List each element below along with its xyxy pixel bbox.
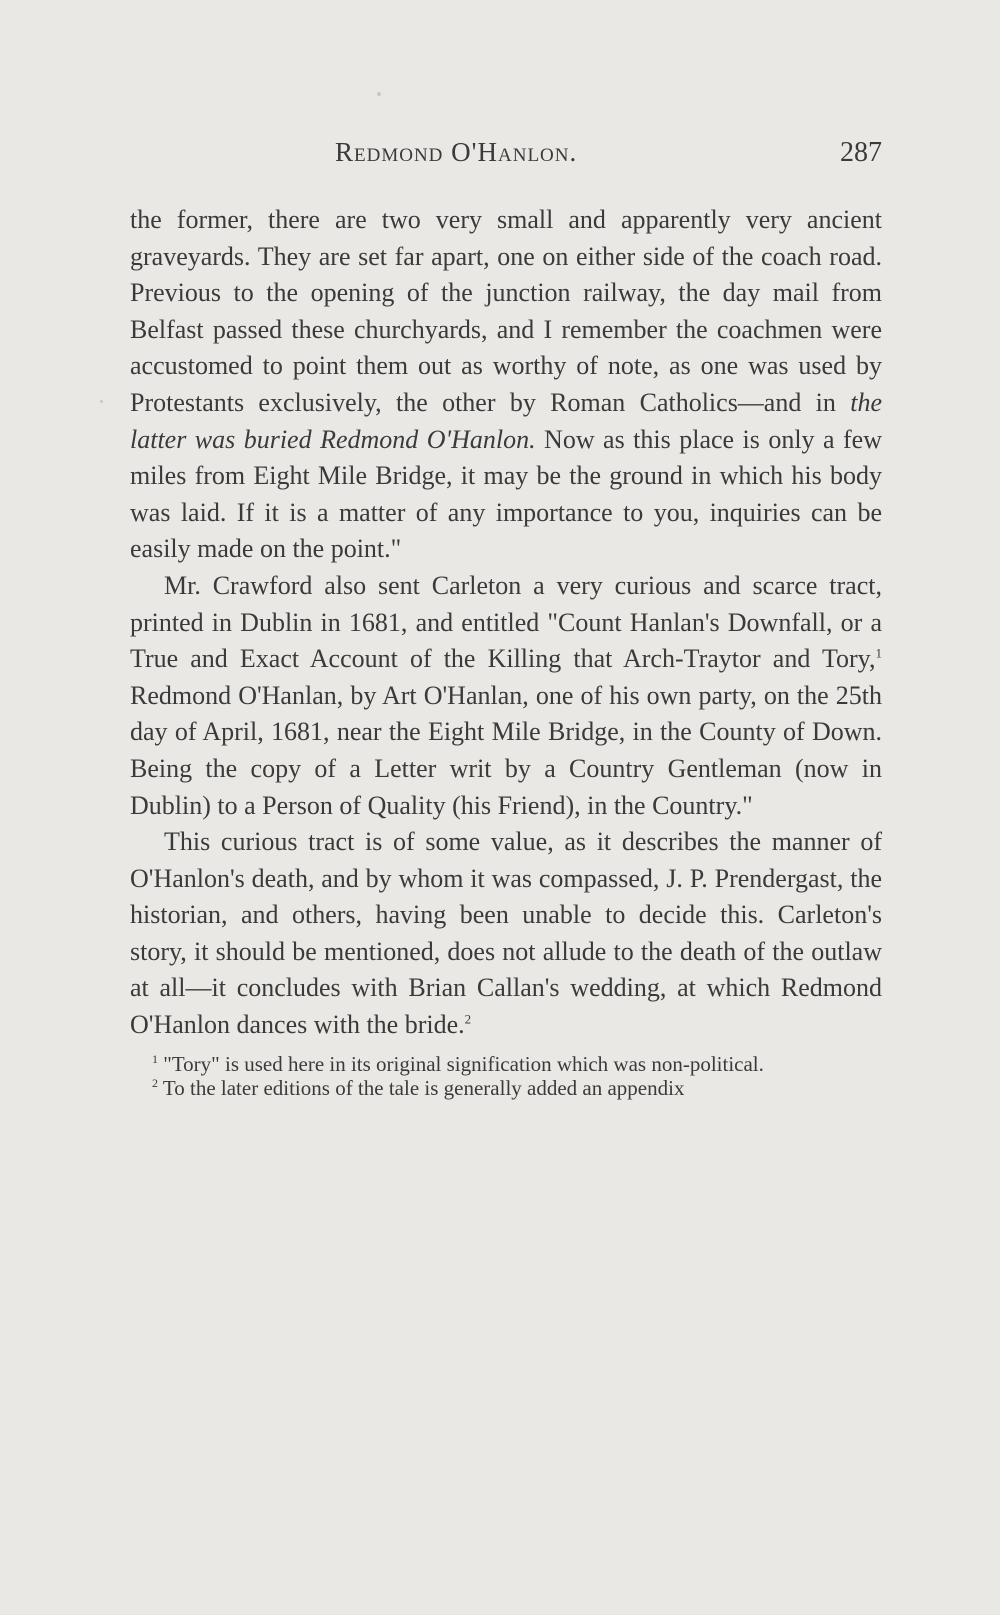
footnote-1 (130, 1052, 882, 1076)
paper-speck (377, 92, 381, 96)
paragraph-text: Mr. Crawford also sent Carleton a very curious and scarce tract, printed in Dublin in 1681, and entitled "Count Hanlan's Downfall, or a True and Exact Account of the Killing that Arch-Traytor and Tory, (130, 570, 882, 674)
paragraph-text: Redmond O'Hanlan, by Art O'Hanlan, one of his own party, on the 25th day of April, 1681, near the Eight Mile Bridge, in the County of Down. Being the copy of a Letter writ by a Country Gentleman (now in Dublin) to a Person of Quality (his Friend), in the Country." (130, 680, 882, 820)
footnote-mark: 1 (152, 1051, 158, 1066)
footnote-ref-2: 2 (464, 1011, 472, 1027)
paragraph-1 (130, 202, 882, 568)
footnote-text: To the later editions of the tale is generally added an appendix (158, 1075, 685, 1100)
footnote-mark: 2 (152, 1075, 158, 1090)
paragraph-text: Now as this place is only a few miles from Eight Mile Bridge, it may be the ground in which his body was laid. If it is a matter of any importance to you, inquiries can be easily made on the point." (130, 424, 882, 564)
page-header (130, 137, 882, 177)
page-number: 287 (840, 137, 882, 168)
paragraph-text: the former, there are two very small and apparently very ancient graveyards. They are set far apart, one on either side of the coach road. Previous to the opening of the junction railway, the day mail from Belfast passed these churchyards, and I remember the coachmen were accustomed to point them out as worthy of note, as one was used by Protestants exclusively, the other by Roman Catholics—and in (130, 205, 882, 417)
italic-phrase: the latter was buried Redmond O'Hanlon. (130, 387, 882, 454)
footnotes (130, 1052, 882, 1100)
running-title: Redmond O'Hanlon. (335, 137, 578, 167)
footnote-2 (130, 1076, 882, 1100)
footnote-ref-1: 1 (875, 645, 882, 661)
paragraph-text: This curious tract is of some value, as it describes the manner of O'Hanlon's death, and by whom it was compassed, J. P. Prendergast, the historian, and others, having been unable to decide this. Carleton's story, it should be mentioned, does not allude to the death of the outlaw at all—it concludes with Brian Callan's wedding, at which Redmond O'Hanlon dances with the bride. (130, 827, 882, 1040)
paragraph-2 (130, 568, 882, 824)
body-text (130, 202, 882, 1100)
paragraph-3 (130, 824, 882, 1044)
footnote-text: "Tory" is used here in its original signification which was non-political. (158, 1051, 764, 1076)
paper-speck (100, 400, 103, 403)
